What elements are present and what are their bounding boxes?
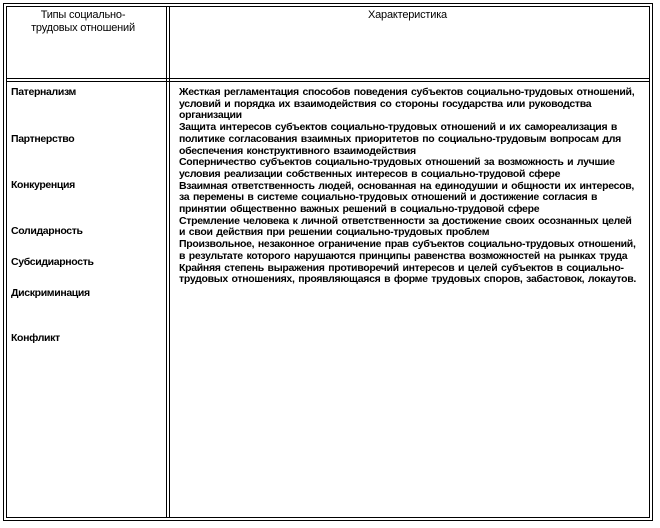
description-conflict: Крайняя степень выражения противоречий интересов и целей субъектов в социально-трудовых отношениях, проявляющаяся в форме трудовых споров, забастовок, локаутов. — [179, 261, 636, 286]
type-conflict: Конфликт — [11, 332, 60, 344]
column-divider — [166, 7, 167, 517]
header-divider — [7, 78, 649, 79]
descriptions-column — [179, 87, 641, 286]
type-competition: Конкуренция — [11, 179, 75, 191]
header-types-line1: Типы социально- — [40, 9, 126, 21]
header-types-line2: трудовых отношений — [31, 22, 135, 34]
type-paternalism: Патернализм — [11, 86, 76, 98]
description-paternalism: Жесткая регламентация способов поведения субъектов социально-трудовых отношений, условий и порядка их взаимодействия со стороны государства или руководства организации — [179, 86, 635, 122]
type-solidarity: Солидарность — [11, 225, 83, 237]
description-solidarity: Взаимная ответственность людей, основанная на единодушии и общности их интересов, за перемены в системе социально-трудовых отношений и достижение согласия в принятии общественно важных решений в социально-трудовой сфере — [179, 179, 635, 216]
header-divider — [7, 81, 649, 82]
description-subsidiarity: Стремление человека к личной ответственности за достижение своих осознанных целей и свои действия при решении социально-трудовых проблем — [179, 214, 632, 239]
header-characteristics: Характеристика — [368, 9, 447, 21]
description-competition: Соперничество субъектов социально-трудовых отношений за возможность и лучшие условия реализации собственных интересов в социально-трудовой сфере — [179, 156, 615, 180]
type-subsidiarity: Субсидиарность — [11, 256, 94, 268]
header-types — [8, 9, 158, 35]
column-divider — [169, 7, 170, 517]
description-discrimination: Произвольное, незаконное ограничение прав субъектов социально-трудовых отношений, в результате которого нарушаются принципы равенства возможностей на рынках труда — [179, 238, 636, 262]
type-partnership: Партнерство — [11, 133, 75, 145]
type-discrimination: Дискриминация — [11, 287, 90, 299]
description-partnership: Защита интересов субъектов социально-трудовых отношений и их самореализация в политике согласования взаимных приоритетов по социально-трудовым вопросам для обеспечения конструктивного взаимодействия — [179, 121, 621, 157]
